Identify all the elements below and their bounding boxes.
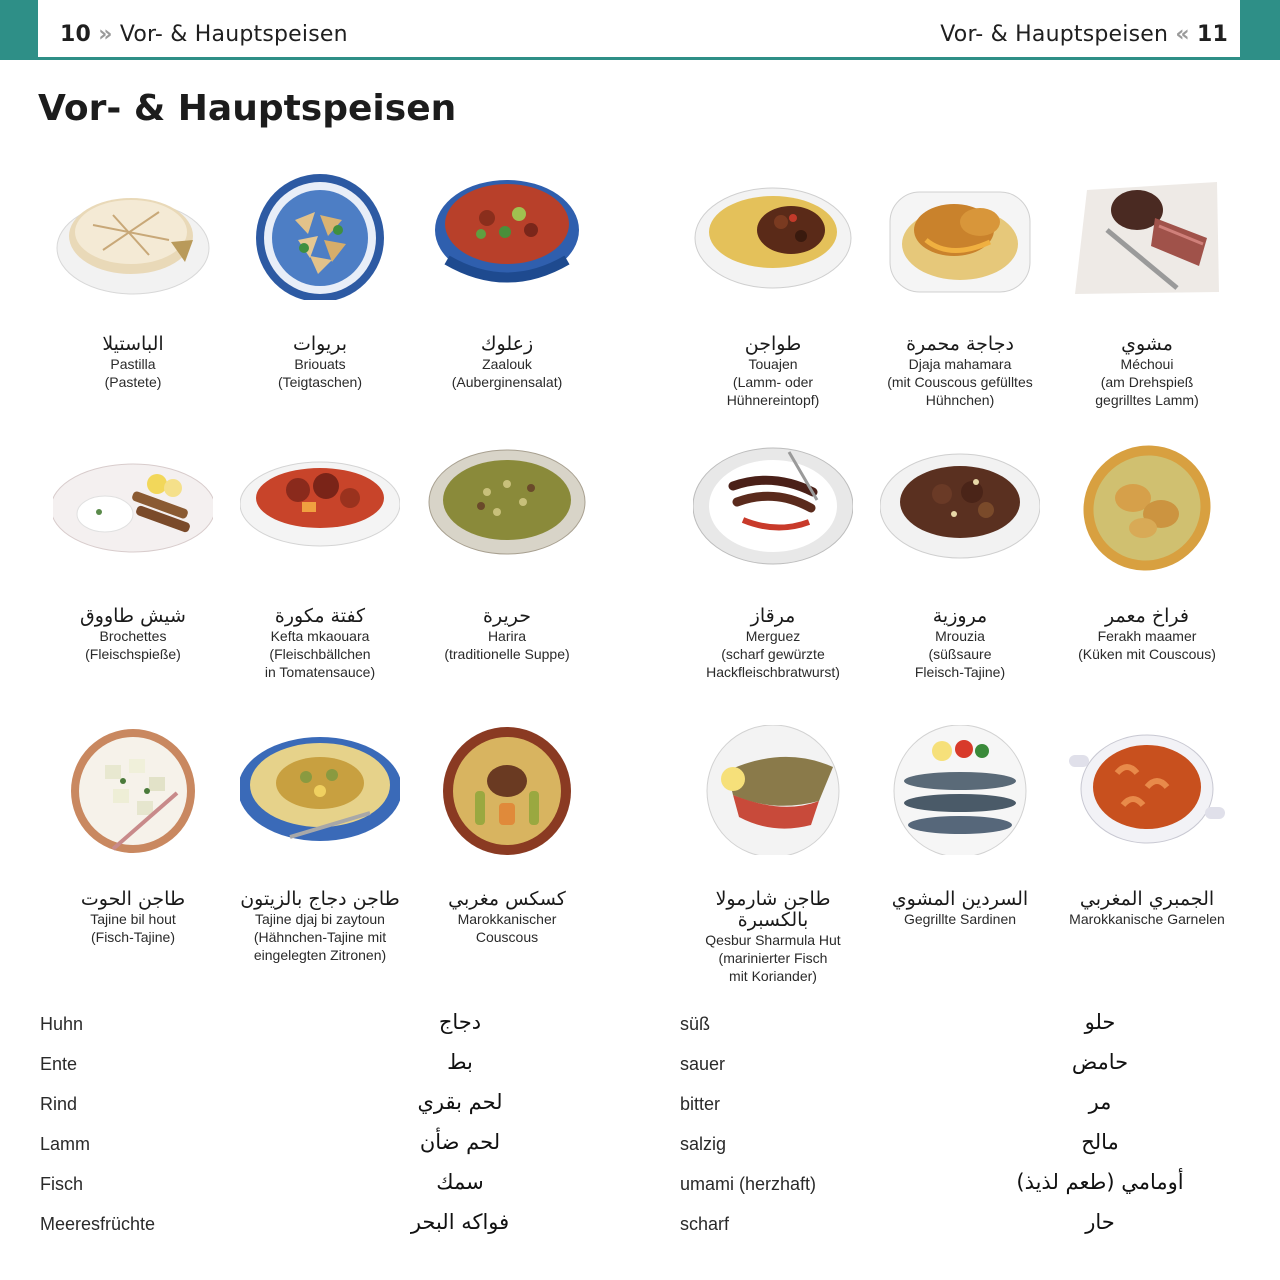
vocab-german: Lamm [40, 1134, 91, 1154]
vocab-german: sauer [680, 1054, 726, 1074]
dish-arabic-name: مرقاز [750, 605, 796, 627]
dish-name: Zaalouk [482, 356, 532, 372]
vocab-arabic: مالح [1081, 1130, 1119, 1154]
dish-description: (am Drehspieß gegrilltes Lamm) [1095, 374, 1199, 408]
dish-card [865, 725, 1055, 928]
dish-name: Méchoui [1120, 356, 1174, 372]
vocab-arabic: دجاج [438, 1010, 482, 1034]
dish-name: Ferakh maamer [1097, 628, 1197, 644]
dish-name: Pastilla [110, 356, 156, 372]
vocab-arabic: حلو [1084, 1010, 1116, 1034]
vocab-arabic: فواكه البحر [410, 1210, 510, 1234]
sardines-photo [880, 725, 1040, 855]
dish-description: (Fleischspieße) [85, 646, 181, 662]
dish-name: Tajine bil hout [90, 911, 176, 927]
dish-card [678, 170, 868, 409]
dish-card [678, 725, 868, 985]
mrouzia-photo [880, 442, 1040, 572]
dish-description: (mit Couscous gefülltes Hühnchen) [887, 374, 1033, 408]
vocab-german: Fisch [40, 1174, 84, 1194]
touajen-photo [693, 170, 853, 300]
dish-card [38, 170, 228, 391]
dish-arabic-name: طاجن الحوت [80, 888, 186, 910]
dish-description: (Hähnchen-Tajine mit eingelegten Zitronen) [253, 929, 387, 963]
left-edge-bar [0, 0, 38, 60]
dish-description: (süßsaure Fleisch-Tajine) [914, 646, 1006, 680]
dish-description: (Lamm- oder Hühnereintopf) [726, 374, 820, 408]
dish-card [225, 725, 415, 964]
dish-card [865, 442, 1055, 681]
dish-description: (Auberginensalat) [451, 374, 563, 390]
brochettes-photo [53, 442, 213, 572]
pastilla-photo [53, 170, 213, 300]
vocab-german: salzig [680, 1134, 727, 1154]
dish-name: Qesbur Sharmula Hut [705, 932, 841, 948]
dish-name: Harira [487, 628, 527, 644]
vocab-arabic: بط [447, 1050, 473, 1074]
dish-arabic-name: مروزية [932, 605, 988, 627]
dish-arabic-name: كفتة مكورة [274, 605, 366, 627]
dish-arabic-name: طاجن دجاج بالزيتون [240, 888, 400, 910]
dish-card [1052, 170, 1242, 409]
vocab-arabic: حامض [1071, 1050, 1129, 1074]
dish-name: Tajine djaj bi zaytoun [255, 911, 385, 927]
vocab-german: süß [680, 1014, 711, 1034]
vocab-row [680, 1050, 1240, 1090]
vocab-arabic: سمك [436, 1170, 484, 1194]
vocab-row [680, 1130, 1240, 1170]
dish-description: (Pastete) [104, 374, 162, 390]
dish-arabic-name: طاجن شارمولا بالكسبرة [715, 888, 831, 931]
dish-arabic-name: مشوي [1121, 333, 1173, 355]
left-running-title: Vor- & Hauptspeisen [119, 22, 348, 47]
zaalouk-photo [427, 170, 587, 300]
vocab-german: umami (herzhaft) [680, 1174, 817, 1194]
dish-card [865, 170, 1055, 409]
dish-description: (scharf gewürzte Hackfleischbratwurst) [706, 646, 840, 680]
dish-name: Gegrillte Sardinen [903, 911, 1017, 927]
vocab-german: Rind [40, 1094, 78, 1114]
tajine-bil-hout-photo [53, 725, 213, 855]
double-arrow-left-icon: « [1175, 22, 1190, 47]
vocab-arabic: أومامي (طعم لذيذ) [1016, 1170, 1184, 1194]
vocab-list-ingredients [40, 1010, 600, 1250]
running-head-right [940, 22, 1228, 47]
dish-arabic-name: حريرة [483, 605, 531, 627]
vocab-row [40, 1130, 600, 1170]
dish-arabic-name: زعلوك [480, 333, 534, 355]
ferakh-maamer-photo [1067, 442, 1227, 572]
vocab-german: Meeresfrüchte [40, 1214, 156, 1234]
vocab-arabic: لحم ضأن [419, 1130, 501, 1154]
dish-description: (traditionelle Suppe) [444, 646, 570, 662]
dish-arabic-name: بريوات [292, 333, 348, 355]
dish-name: Mrouzia [935, 628, 985, 644]
right-page-number: 11 [1196, 22, 1228, 47]
dish-name: Djaja mahamara [908, 356, 1012, 372]
djaja-mahamara-photo [880, 170, 1040, 300]
dish-card [38, 725, 228, 946]
dish-arabic-name: كسكس مغربي [448, 888, 566, 910]
tajine-djaj-bi-zaytoun-photo [240, 725, 400, 855]
vocab-arabic: لحم بقري [417, 1090, 503, 1114]
dish-card [1052, 442, 1242, 663]
vocab-german: scharf [680, 1214, 730, 1234]
right-running-title: Vor- & Hauptspeisen [940, 22, 1169, 47]
dish-description: (Teigtaschen) [277, 374, 363, 390]
briouats-photo [240, 170, 400, 300]
dish-card [225, 170, 415, 391]
dish-name: Kefta mkaouara [270, 628, 370, 644]
vocab-german: bitter [680, 1094, 721, 1114]
page-title: Vor- & Hauptspeisen [38, 88, 457, 129]
dish-arabic-name: شيش طاووق [80, 605, 186, 627]
dish-description: (Küken mit Couscous) [1078, 646, 1216, 662]
garnelen-photo [1067, 725, 1227, 855]
vocab-row [680, 1170, 1240, 1210]
dish-card [38, 442, 228, 663]
vocab-row [680, 1010, 1240, 1050]
vocab-row [680, 1210, 1240, 1250]
dish-description: Couscous [475, 929, 539, 945]
vocab-row [40, 1090, 600, 1130]
dish-arabic-name: الجمبري المغربي [1079, 888, 1215, 910]
vocab-row [40, 1010, 600, 1050]
dish-arabic-name: طواجن [744, 333, 802, 355]
dish-card [225, 442, 415, 681]
dish-arabic-name: السردين المشوي [891, 888, 1029, 910]
dish-name: Marokkanischer [457, 911, 557, 927]
dish-arabic-name: دجاجة محمرة [906, 333, 1014, 355]
vocab-row [40, 1210, 600, 1250]
dish-name: Touajen [748, 356, 798, 372]
dish-arabic-name: فراخ معمر [1105, 605, 1189, 627]
dish-card [412, 725, 602, 946]
dish-name: Merguez [745, 628, 801, 644]
dish-arabic-name: الباستيلا [102, 333, 164, 355]
dish-name: Marokkanische Garnelen [1069, 911, 1225, 927]
dish-description: (Fleischbällchen in Tomatensauce) [264, 646, 376, 680]
kefta-mkaouara-photo [240, 442, 400, 572]
merguez-photo [693, 442, 853, 572]
mechoui-photo [1067, 170, 1227, 300]
right-edge-bar [1240, 0, 1280, 60]
double-arrow-right-icon: » [98, 22, 113, 47]
dish-name: Brochettes [99, 628, 167, 644]
vocab-row [40, 1050, 600, 1090]
dish-card [678, 442, 868, 681]
vocab-arabic: مر [1088, 1090, 1112, 1114]
couscous-photo [427, 725, 587, 855]
harira-photo [427, 442, 587, 572]
running-head-left [60, 22, 348, 47]
dish-card [1052, 725, 1242, 928]
dish-card [412, 442, 602, 663]
vocab-german: Huhn [40, 1014, 84, 1034]
vocab-arabic: حار [1085, 1210, 1115, 1234]
vocab-row [680, 1090, 1240, 1130]
dish-description: (marinierter Fisch mit Koriander) [718, 950, 828, 984]
dish-name: Briouats [294, 356, 346, 372]
dish-description: (Fisch-Tajine) [90, 929, 175, 945]
left-page-number: 10 [60, 22, 92, 47]
vocab-row [40, 1170, 600, 1210]
qesbur-sharmula-hut-photo [693, 725, 853, 855]
header-rule [38, 57, 1240, 60]
vocab-list-tastes [680, 1010, 1240, 1250]
dish-card [412, 170, 602, 391]
vocab-german: Ente [40, 1054, 78, 1074]
